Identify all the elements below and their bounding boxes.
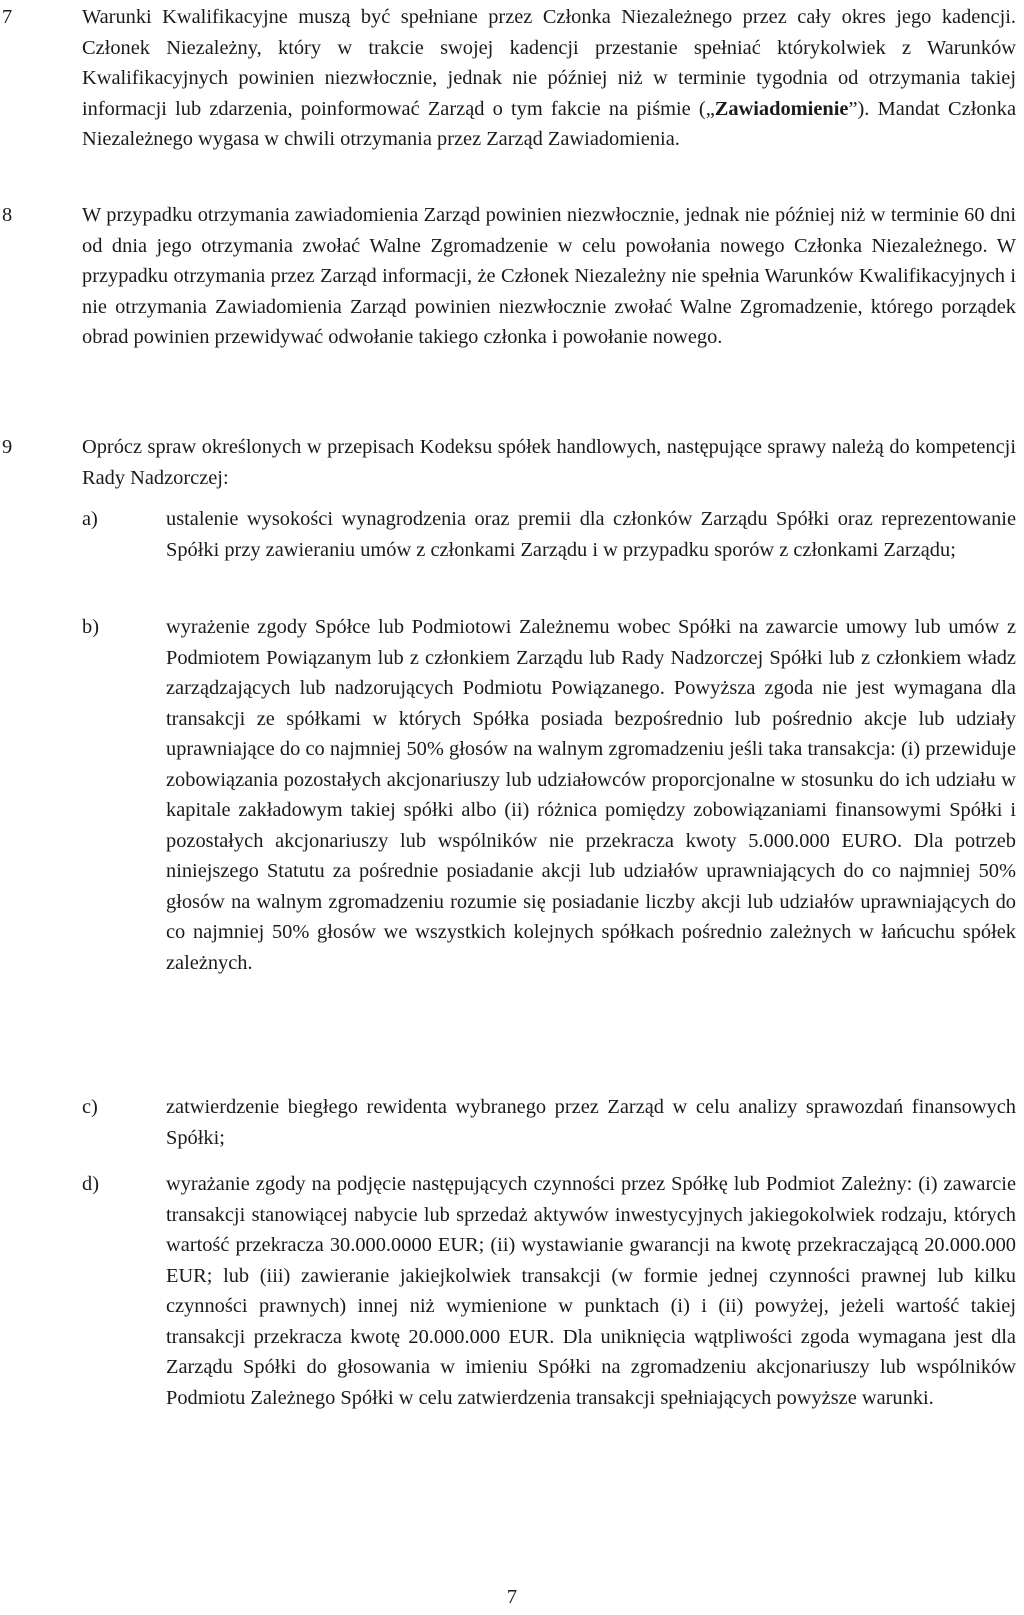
list-item-letter: b) — [82, 616, 99, 638]
list-item-text: ustalenie wysokości wynagrodzenia oraz premii dla członków Zarządu Spółki oraz reprezentowanie Spółki przy zawieraniu umów z członkami Zarządu i w przypadku sporów z członkami Zarządu; — [166, 508, 1016, 561]
section-paragraph: Oprócz spraw określonych w przepisach Kodeksu spółek handlowych, następujące sprawy należą do kompetencji Rady Nadzorczej: — [82, 436, 1016, 489]
list-item-text: wyrażanie zgody na podjęcie następujących czynności przez Spółkę lub Podmiot Zależny: (i) zawarcie transakcji stanowiącej nabycie lub sprzedaż aktywów inwestycyjnych jakiegokolwiek rodzaju, których wartość przekracza 30.000.0000 EUR; (ii) wystawianie gwarancji na kwotę przekraczającą 20.000.000 EUR; lub (iii) zawieranie jakiejkolwiek transakcji (w formie jednej czynności prawnej lub kilku czynności prawnych) innej niż wymienione w punktach (i) i (ii) powyżej, jeżeli wartość takiej transakcji przekracza kwotę 20.000.000 EUR. Dla uniknięcia wątpliwości zgoda wymagana jest dla Zarządu Spółki do głosowania w imieniu Spółki na zgromadzeniu akcjonariuszy lub wspólników Podmiotu Zależnego Spółki w celu zatwierdzenia transakcji spełniających powyższe warunki. — [166, 1173, 1016, 1409]
defined-term: Zawiadomienie — [714, 97, 849, 120]
section-number: 7 — [2, 6, 13, 28]
list-item-text: wyrażenie zgody Spółce lub Podmiotowi Zależnemu wobec Spółki na zawarcie umowy lub umów z Podmiotem Powiązanym lub z członkiem Zarządu lub Rady Nadzorczej Spółki lub z członkiem władz zarządzających lub nadzorujących Podmiotu Powiązanego. Powyższa zgoda nie jest wymagana dla transakcji ze spółkami w których Spółka posiada bezpośrednio lub pośrednio akcje lub udziały uprawniające do co najmniej 50% głosów na walnym zgromadzeniu jeśli taka transakcja: (i) przewiduje zobowiązania pozostałych akcjonariuszy lub udziałowców proporcjonalne w stosunku do ich udziału w kapitale zakładowym takiej spółki albo (ii) różnica pomiędzy zobowiązaniami finansowymi Spółki i pozostałych akcjonariuszy lub wspólników nie przekracza kwoty 5.000.000 EURO. Dla potrzeb niniejszego Statutu za pośrednie posiadanie akcji lub udziałów uprawniających do co najmniej 50% głosów na walnym zgromadzeniu rozumie się posiadanie liczby akcji lub udziałów uprawniających do co najmniej 50% głosów we wszystkich kolejnych spółkach pośrednio zależnych w łańcuchu spółek zależnych. — [166, 616, 1016, 974]
section-number: 9 — [2, 436, 13, 458]
list-item-letter: a) — [82, 508, 98, 530]
section-number: 8 — [2, 204, 13, 226]
page-number: 7 — [506, 1586, 518, 1608]
list-item-letter: d) — [82, 1173, 99, 1195]
paragraph-text: ”). Mandat Członka Niezależnego wygasa w chwili otrzymania przez Zarząd Zawiadomienia. — [82, 97, 1016, 150]
section-paragraph: W przypadku otrzymania zawiadomienia Zarząd powinien niezwłocznie, jednak nie później niż w terminie 60 dni od dnia jego otrzymania zwołać Walne Zgromadzenie w celu powołania nowego Członka Niezależnego. W przypadku otrzymania przez Zarząd informacji, że Członek Niezależny nie spełnia Warunków Kwalifikacyjnych i nie otrzymania Zawiadomienia Zarząd powinien niezwłocznie zwołać Walne Zgromadzenie, którego porządek obrad powinien przewidywać odwołanie takiego członka i powołanie nowego. — [82, 204, 1016, 348]
section-paragraph — [82, 2, 1016, 155]
list-item-text: zatwierdzenie biegłego rewidenta wybranego przez Zarząd w celu analizy sprawozdań finansowych Spółki; — [166, 1096, 1016, 1149]
list-item-letter: c) — [82, 1096, 98, 1118]
paragraph-text: Warunki Kwalifikacyjne muszą być spełniane przez Członka Niezależnego przez cały okres jego kadencji. Członek Niezależny, który w trakcie swojej kadencji przestanie spełniać którykolwiek z Warunków Kwalifikacyjnych powinien niezwłocznie, jednak nie później niż w terminie tygodnia od otrzymania takiej informacji lub zdarzenia, poinformować Zarząd o tym fakcie na piśmie („ — [82, 6, 1016, 120]
